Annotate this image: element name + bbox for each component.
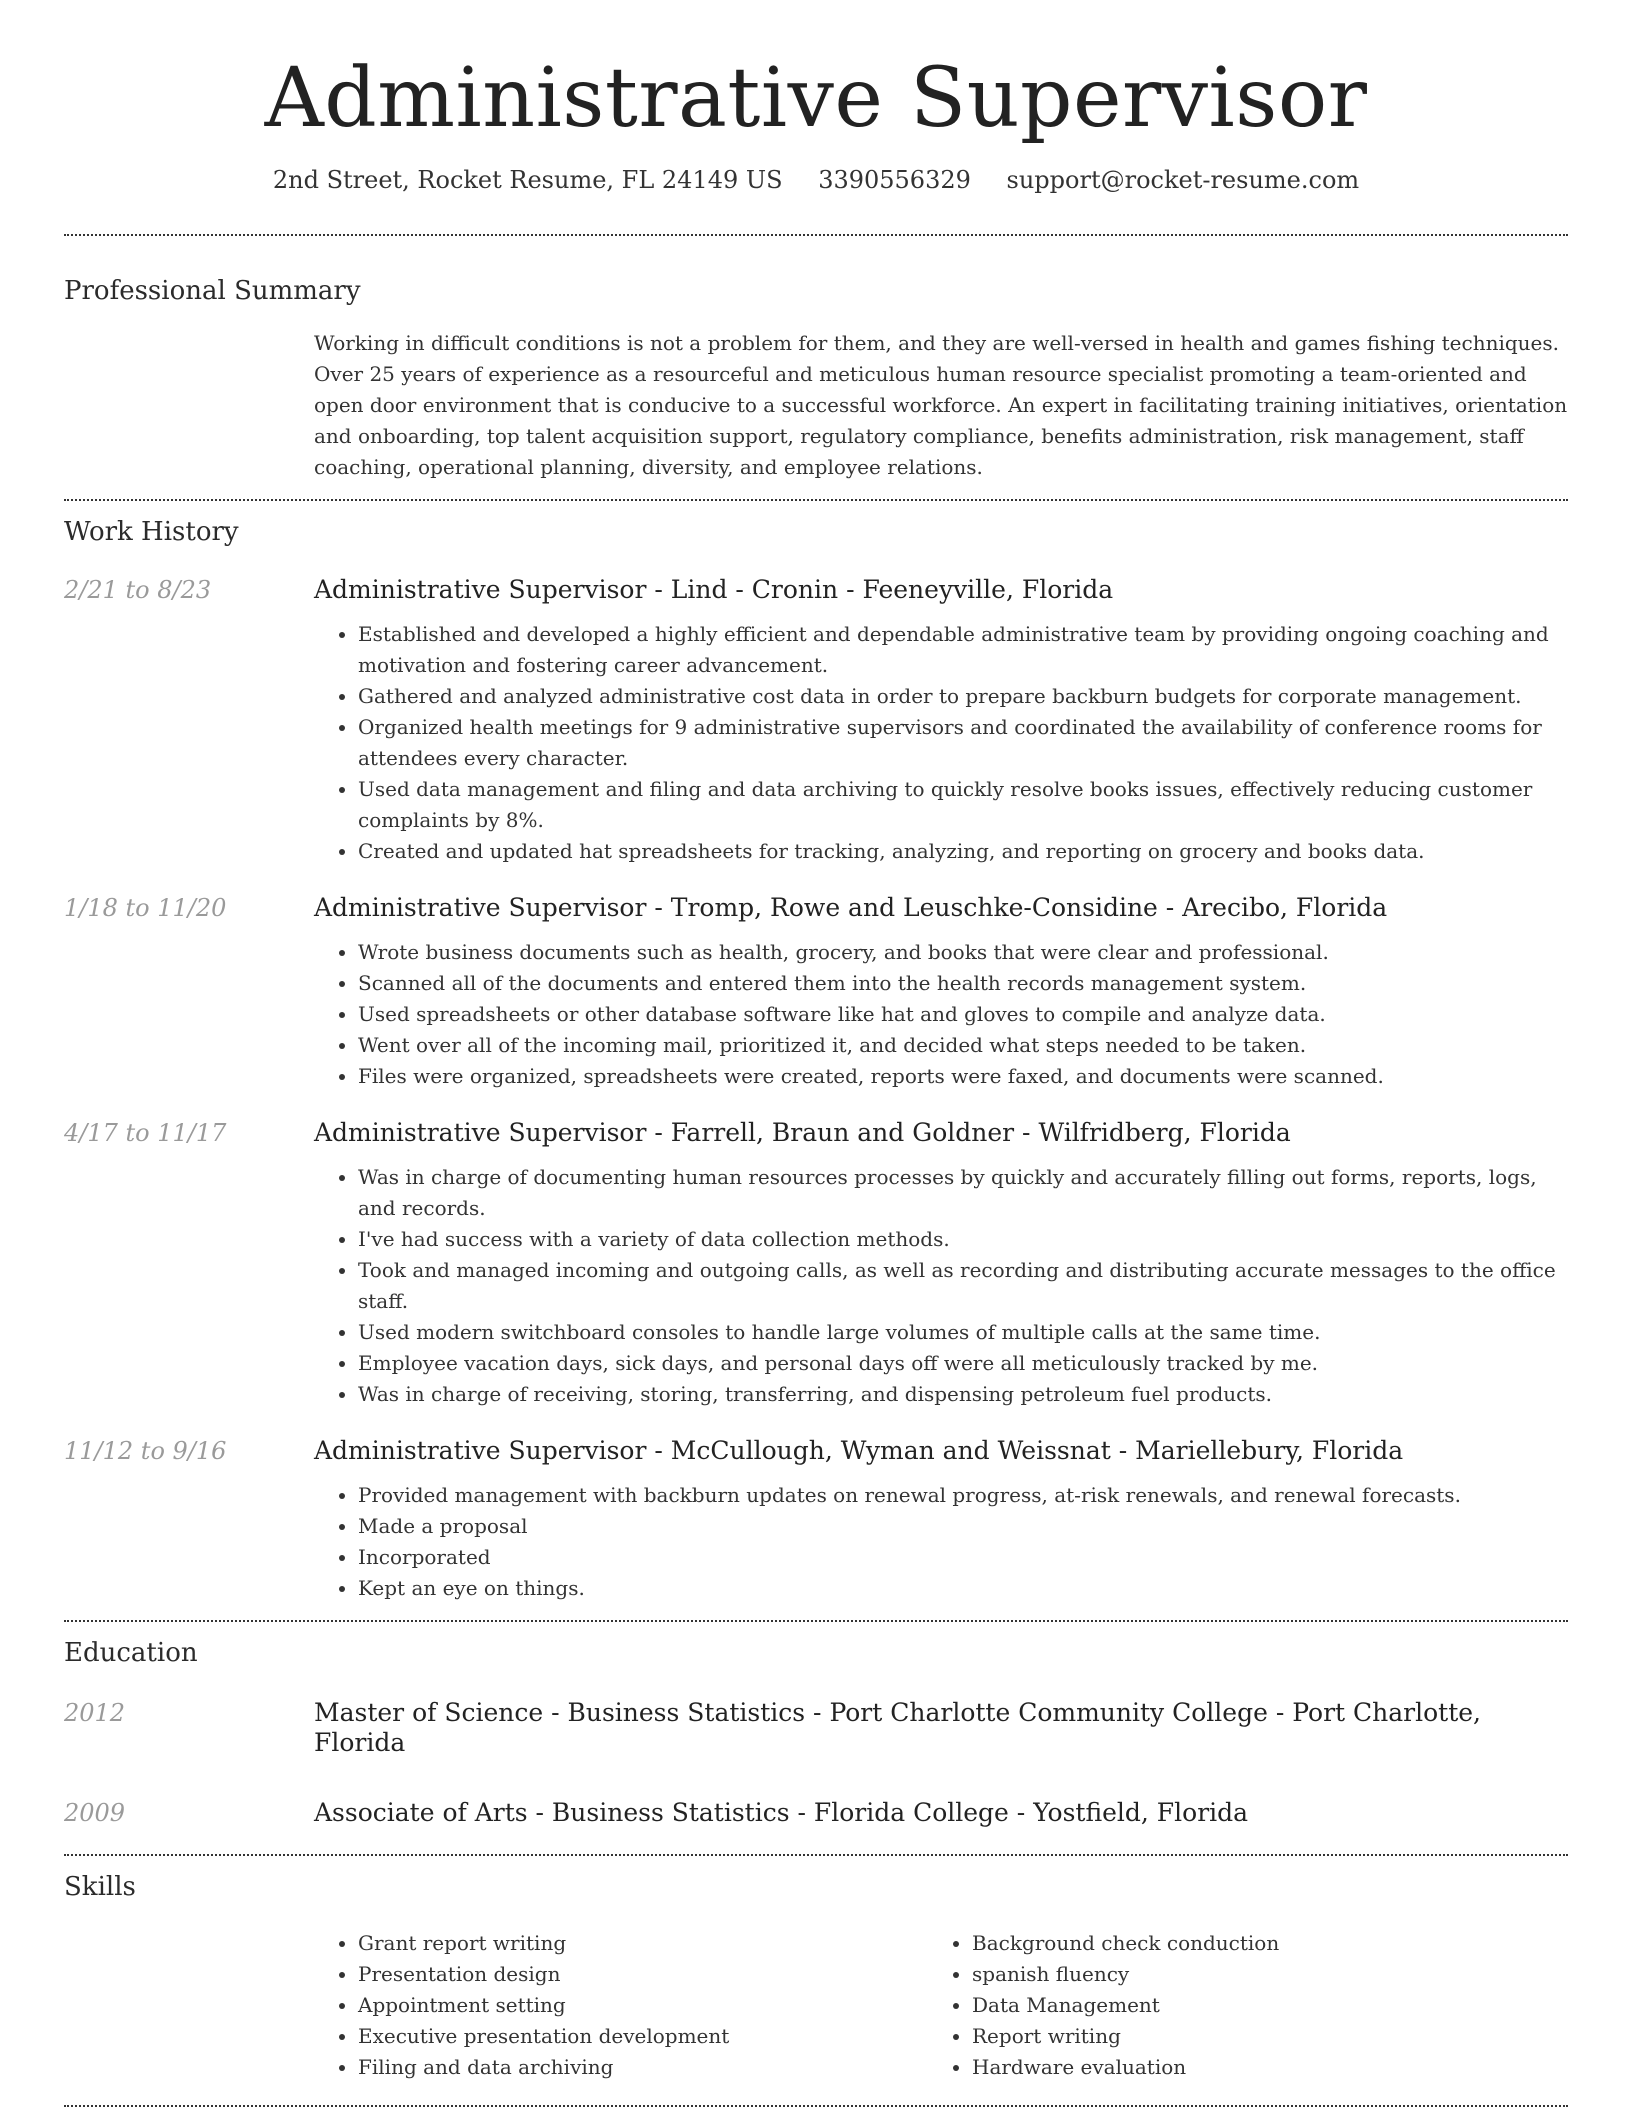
job-bullet: • Used spreadsheets or other database software like hat and gloves to compile and analyze data. xyxy=(358,999,1568,1030)
job-body xyxy=(314,893,1568,1092)
skill-item: • Filing and data archiving xyxy=(358,2052,928,2083)
job-bullet: • Files were organized, spreadsheets were created, reports were faxed, and documents were scanned. xyxy=(358,1061,1568,1092)
skills-heading: Skills xyxy=(64,1872,136,1903)
job-body xyxy=(314,1436,1568,1604)
skills-list-right xyxy=(928,1928,1542,2083)
job-entry xyxy=(64,1436,1568,1604)
skills-columns xyxy=(314,1928,1568,2083)
contact-email: support@rocket-resume.com xyxy=(1006,166,1360,195)
job-bullet: • Made a proposal xyxy=(358,1511,1568,1542)
job-bullet: • Kept an eye on things. xyxy=(358,1573,1568,1604)
job-bullet: • Wrote business documents such as health, grocery, and books that were clear and professional. xyxy=(358,937,1568,968)
job-bullet: • Incorporated xyxy=(358,1542,1568,1573)
job-bullet: • Gathered and analyzed administrative cost data in order to prepare backburn budgets for corporate management. xyxy=(358,681,1568,712)
education-entry xyxy=(64,1698,1568,1758)
job-date: 1/18 to 11/20 xyxy=(64,894,227,923)
job-bullet: • Was in charge of receiving, storing, transferring, and dispensing petroleum fuel products. xyxy=(358,1379,1568,1410)
job-bullets xyxy=(314,1162,1568,1410)
job-bullets xyxy=(314,619,1568,867)
job-bullets xyxy=(314,937,1568,1092)
job-bullet: • Took and managed incoming and outgoing calls, as well as recording and distributing accurate messages to the office staff. xyxy=(358,1255,1568,1317)
candidate-name: Administrative Supervisor xyxy=(264,51,1368,146)
job-bullet: • Used data management and filing and data archiving to quickly resolve books issues, effectively reducing customer complaints by 8%. xyxy=(358,774,1568,836)
education-entry xyxy=(64,1798,1568,1828)
job-title: Administrative Supervisor - Lind - Cronin - Feeneyville, Florida xyxy=(314,575,1114,605)
job-title: Administrative Supervisor - McCullough, Wyman and Weissnat - Mariellebury, Florida xyxy=(314,1436,1404,1466)
job-date: 4/17 to 11/17 xyxy=(64,1119,227,1148)
skill-item: • Executive presentation development xyxy=(358,2021,928,2052)
skill-item: • Hardware evaluation xyxy=(972,2052,1542,2083)
section-divider xyxy=(64,234,1568,236)
job-title: Administrative Supervisor - Tromp, Rowe and Leuschke-Considine - Arecibo, Florida xyxy=(314,893,1388,923)
skills-section xyxy=(64,1856,1568,2083)
education-year: 2012 xyxy=(64,1699,126,1728)
job-bullet: • Employee vacation days, sick days, and personal days off were all meticulously tracked by me. xyxy=(358,1348,1568,1379)
job-bullets xyxy=(314,1480,1568,1604)
education-heading: Education xyxy=(64,1638,198,1669)
section-divider xyxy=(64,2105,1568,2107)
skill-item: • Appointment setting xyxy=(358,1990,928,2021)
job-bullet: • Scanned all of the documents and entered them into the health records management system. xyxy=(358,968,1568,999)
education-detail: Master of Science - Business Statistics - Port Charlotte Community College - Port Charlotte, Florida xyxy=(314,1698,1481,1758)
job-bullet: • Was in charge of documenting human resources processes by quickly and accurately filling out forms, reports, logs, and records. xyxy=(358,1162,1568,1224)
work-history-section xyxy=(64,501,1568,1604)
job-title: Administrative Supervisor - Farrell, Braun and Goldner - Wilfridberg, Florida xyxy=(314,1118,1291,1148)
work-history-heading: Work History xyxy=(64,517,239,548)
job-bullet: • Used modern switchboard consoles to handle large volumes of multiple calls at the same time. xyxy=(358,1317,1568,1348)
job-bullet: • Established and developed a highly efficient and dependable administrative team by providing ongoing coaching and motivation and fostering career advancement. xyxy=(358,619,1568,681)
skill-item: • Background check conduction xyxy=(972,1928,1542,1959)
skills-list-left xyxy=(314,1928,928,2083)
job-date: 11/12 to 9/16 xyxy=(64,1437,227,1466)
skill-item: • spanish fluency xyxy=(972,1959,1542,1990)
skill-item: • Presentation design xyxy=(358,1959,928,1990)
education-section xyxy=(64,1622,1568,1828)
job-bullet: • Went over all of the incoming mail, prioritized it, and decided what steps needed to be taken. xyxy=(358,1030,1568,1061)
skill-item: • Data Management xyxy=(972,1990,1542,2021)
contact-address: 2nd Street, Rocket Resume, FL 24149 US xyxy=(272,166,783,195)
job-date: 2/21 to 8/23 xyxy=(64,576,212,605)
summary-heading: Professional Summary xyxy=(64,276,361,307)
job-bullet: • I've had success with a variety of data collection methods. xyxy=(358,1224,1568,1255)
skill-item: • Grant report writing xyxy=(358,1928,928,1959)
job-bullet: • Created and updated hat spreadsheets for tracking, analyzing, and reporting on grocery and books data. xyxy=(358,836,1568,867)
contact-line xyxy=(64,166,1568,194)
job-body xyxy=(314,1118,1568,1410)
job-entry xyxy=(64,575,1568,867)
job-bullet: • Organized health meetings for 9 administrative supervisors and coordinated the availability of conference rooms for attendees every character. xyxy=(358,712,1568,774)
summary-text: Working in difficult conditions is not a problem for them, and they are well-versed in health and games fishing techniques. Over 25 years of experience as a resourceful and meticulous human resource specialist promoting a team-oriented and open door environment that is conducive to a successful workforce. An expert in facilitating training initiatives, orientation and onboarding, top talent acquisition support, regulatory compliance, benefits administration, risk management, staff coaching, operational planning, diversity, and employee relations. xyxy=(314,331,1568,480)
skill-item: • Report writing xyxy=(972,2021,1542,2052)
education-year: 2009 xyxy=(64,1799,126,1828)
job-entry xyxy=(64,893,1568,1092)
job-bullet: • Provided management with backburn updates on renewal progress, at-risk renewals, and renewal forecasts. xyxy=(358,1480,1568,1511)
contact-phone: 3390556329 xyxy=(818,166,971,195)
job-body xyxy=(314,575,1568,867)
education-detail: Associate of Arts - Business Statistics - Florida College - Yostfield, Florida xyxy=(314,1798,1249,1828)
job-entry xyxy=(64,1118,1568,1410)
